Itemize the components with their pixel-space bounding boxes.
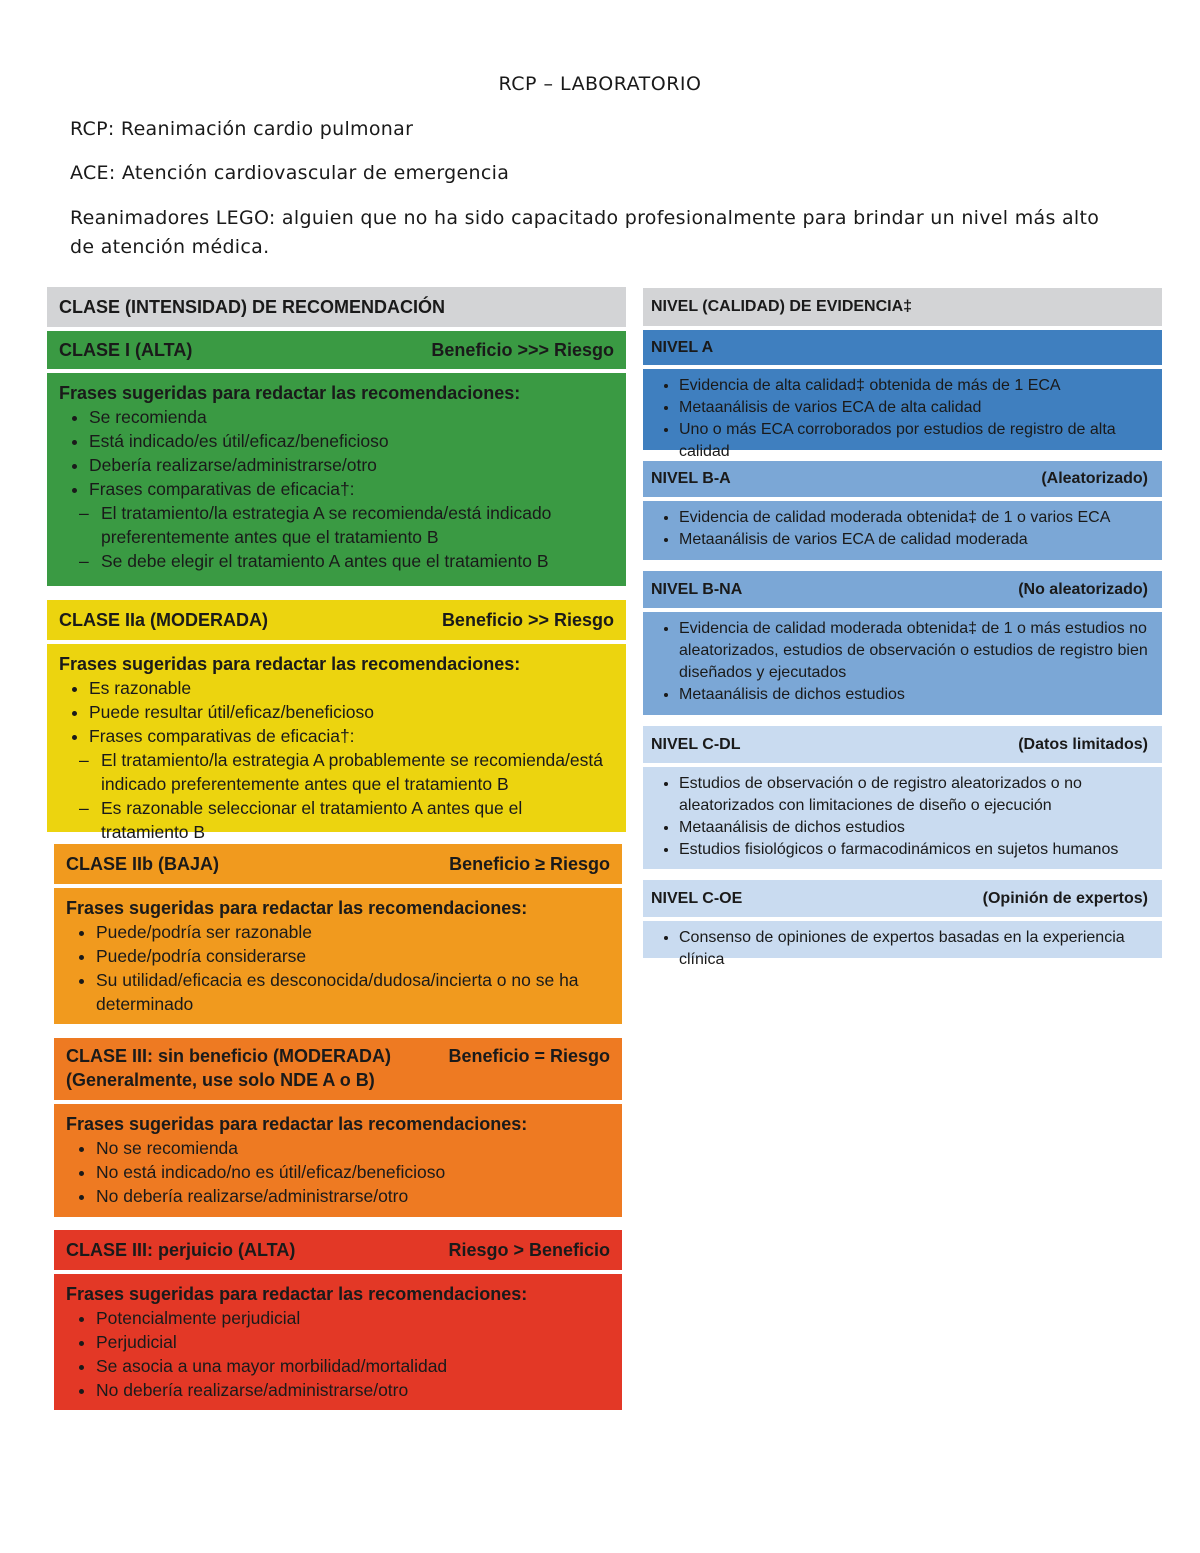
nivel-coe-name: NIVEL C-OE	[651, 889, 743, 907]
clase-2a-body	[47, 644, 626, 842]
clase-3n-lead: Frases sugeridas para redactar las recomendaciones:	[66, 1114, 528, 1134]
list-item: • Está indicado/es útil/eficaz/beneficioso	[89, 429, 614, 453]
list-item: • No debería realizarse/administrarse/otro	[96, 1184, 610, 1208]
list-item: • Consenso de opiniones de expertos basadas en la experiencia clínica	[679, 927, 1148, 971]
list-item: • No debería realizarse/administrarse/otro	[96, 1378, 610, 1402]
nivel-a-body	[643, 369, 1162, 460]
list-item: • Puede/podría ser razonable	[96, 920, 610, 944]
list-item: • Puede/podría considerarse	[96, 944, 610, 968]
list-item: • Metaanálisis de dichos estudios	[679, 684, 1148, 706]
definition-ace: ACE: Atención cardiovascular de emergencia	[70, 162, 510, 184]
clase-2a-name: CLASE IIa (MODERADA)	[59, 609, 269, 630]
list-item: • Frases comparativas de eficacia†:	[89, 477, 614, 501]
nivel-ba-header	[643, 461, 1162, 497]
nivel-ba-name: NIVEL B-A	[651, 470, 731, 487]
clase-2a-lead: Frases sugeridas para redactar las recomendaciones:	[59, 654, 521, 674]
nivel-ba-list	[651, 507, 1148, 551]
nivel-bna-list	[651, 618, 1148, 706]
list-item: • No se recomienda	[96, 1136, 610, 1160]
clase-2a-sublist	[59, 748, 614, 844]
list-item: • Se recomienda	[89, 405, 614, 429]
clase-2a-ratio: Beneficio >> Riesgo	[441, 609, 614, 630]
list-item: • Debería realizarse/administrarse/otro	[89, 453, 614, 477]
nivel-cdl-tag: (Datos limitados)	[1018, 735, 1148, 753]
nivel-bna-header	[643, 571, 1162, 608]
list-item: • Estudios de observación o de registro aleatorizados o no aleatorizados con limitaciones de diseño o ejecución	[679, 773, 1148, 817]
clase-3-nobenefit-header	[54, 1038, 622, 1100]
clase-3h-name: CLASE III: perjuicio (ALTA)	[66, 1239, 296, 1260]
clase-2a-header	[47, 600, 626, 640]
clase-2a-list	[59, 676, 614, 748]
document-title: RCP – LABORATORIO	[498, 73, 702, 95]
clase-2b-lead: Frases sugeridas para redactar las recomendaciones:	[66, 898, 528, 918]
list-item: • Se asocia a una mayor morbilidad/mortalidad	[96, 1354, 610, 1378]
clase-2b-ratio: Beneficio ≥ Riesgo	[449, 853, 610, 874]
clase-title-bar	[47, 287, 626, 327]
clase-3n-note: (Generalmente, use solo NDE A o B)	[66, 1070, 375, 1090]
list-item: • Evidencia de calidad moderada obtenida‡ de 1 o más estudios no aleatorizados, estudios de observación o estudios de registro bien diseñados y ejecutados	[679, 618, 1148, 684]
list-item: – El tratamiento/la estrategia A se recomienda/está indicado preferentemente antes que el tratamiento B	[79, 501, 614, 549]
nivel-ba-body	[643, 501, 1162, 560]
clase-1-lead: Frases sugeridas para redactar las recomendaciones:	[59, 383, 521, 403]
clase-3-nobenefit-body	[54, 1104, 622, 1217]
nivel-coe-header	[643, 880, 1162, 917]
clase-3-harm-body	[54, 1274, 622, 1410]
nivel-ba-tag: (Aleatorizado)	[1041, 470, 1148, 487]
clase-1-sublist	[59, 501, 614, 573]
clase-3n-name: CLASE III: sin beneficio (MODERADA)	[66, 1046, 392, 1066]
definition-rcp: RCP: Reanimación cardio pulmonar	[70, 118, 414, 140]
nivel-title: NIVEL (CALIDAD) DE EVIDENCIA‡	[651, 298, 913, 315]
list-item: • Evidencia de alta calidad‡ obtenida de más de 1 ECA	[679, 375, 1148, 397]
clase-2b-name: CLASE IIb (BAJA)	[66, 853, 219, 874]
clase-3h-list	[66, 1306, 610, 1402]
nivel-title-bar	[643, 288, 1162, 326]
list-item: • Evidencia de calidad moderada obtenida‡ de 1 o varios ECA	[679, 507, 1148, 529]
nivel-a-header	[643, 330, 1162, 365]
list-item: • Potencialmente perjudicial	[96, 1306, 610, 1330]
clase-2b-list	[66, 920, 610, 1016]
nivel-coe-list	[651, 927, 1148, 971]
list-item: • Uno o más ECA corroborados por estudios de registro de alta calidad	[679, 419, 1148, 463]
clase-3h-ratio: Riesgo > Beneficio	[448, 1239, 610, 1260]
clase-1-list	[59, 405, 614, 501]
clase-1-ratio: Beneficio >>> Riesgo	[431, 339, 614, 360]
clase-3n-ratio: Beneficio = Riesgo	[448, 1046, 610, 1066]
nivel-cdl-name: NIVEL C-DL	[651, 735, 741, 753]
nivel-cdl-body	[643, 767, 1162, 869]
list-item: • Perjudicial	[96, 1330, 610, 1354]
nivel-coe-body	[643, 921, 1162, 968]
nivel-cdl-list	[651, 773, 1148, 861]
clase-2b-body	[54, 888, 622, 1024]
nivel-a-name: NIVEL A	[651, 338, 714, 356]
clase-3n-list	[66, 1136, 610, 1208]
definition-lego: Reanimadores LEGO: alguien que no ha sido capacitado profesionalmente para brindar un nivel más alto de atención médica.	[70, 207, 1100, 258]
list-item: • Su utilidad/eficacia es desconocida/dudosa/incierta o no se ha determinado	[96, 968, 610, 1016]
list-item: • Estudios fisiológicos o farmacodinámicos en sujetos humanos	[679, 839, 1148, 861]
list-item: • Metaanálisis de varios ECA de alta calidad	[679, 397, 1148, 419]
clase-1-body	[47, 373, 626, 586]
list-item: – Se debe elegir el tratamiento A antes que el tratamiento B	[79, 549, 614, 573]
list-item: • Es razonable	[89, 676, 614, 700]
clase-title: CLASE (INTENSIDAD) DE RECOMENDACIÓN	[59, 296, 446, 317]
nivel-cdl-header	[643, 726, 1162, 763]
clase-1-header	[47, 331, 626, 369]
list-item: • Metaanálisis de dichos estudios	[679, 817, 1148, 839]
list-item: • Frases comparativas de eficacia†:	[89, 724, 614, 748]
nivel-a-list	[651, 375, 1148, 463]
clase-2b-header	[54, 844, 622, 884]
list-item: – El tratamiento/la estrategia A probablemente se recomienda/está indicado preferentemente antes que el tratamiento B	[79, 748, 614, 796]
list-item: • Metaanálisis de varios ECA de calidad moderada	[679, 529, 1148, 551]
list-item: • No está indicado/no es útil/eficaz/beneficioso	[96, 1160, 610, 1184]
nivel-bna-name: NIVEL B-NA	[651, 580, 743, 598]
nivel-bna-tag: (No aleatorizado)	[1018, 580, 1148, 598]
list-item: – Es razonable seleccionar el tratamiento A antes que el tratamiento B	[79, 796, 614, 844]
clase-1-name: CLASE I (ALTA)	[59, 339, 193, 360]
nivel-coe-tag: (Opinión de expertos)	[982, 889, 1148, 907]
nivel-bna-body	[643, 612, 1162, 715]
clase-3-harm-header	[54, 1230, 622, 1270]
list-item: • Puede resultar útil/eficaz/beneficioso	[89, 700, 614, 724]
clase-3h-lead: Frases sugeridas para redactar las recomendaciones:	[66, 1284, 528, 1304]
